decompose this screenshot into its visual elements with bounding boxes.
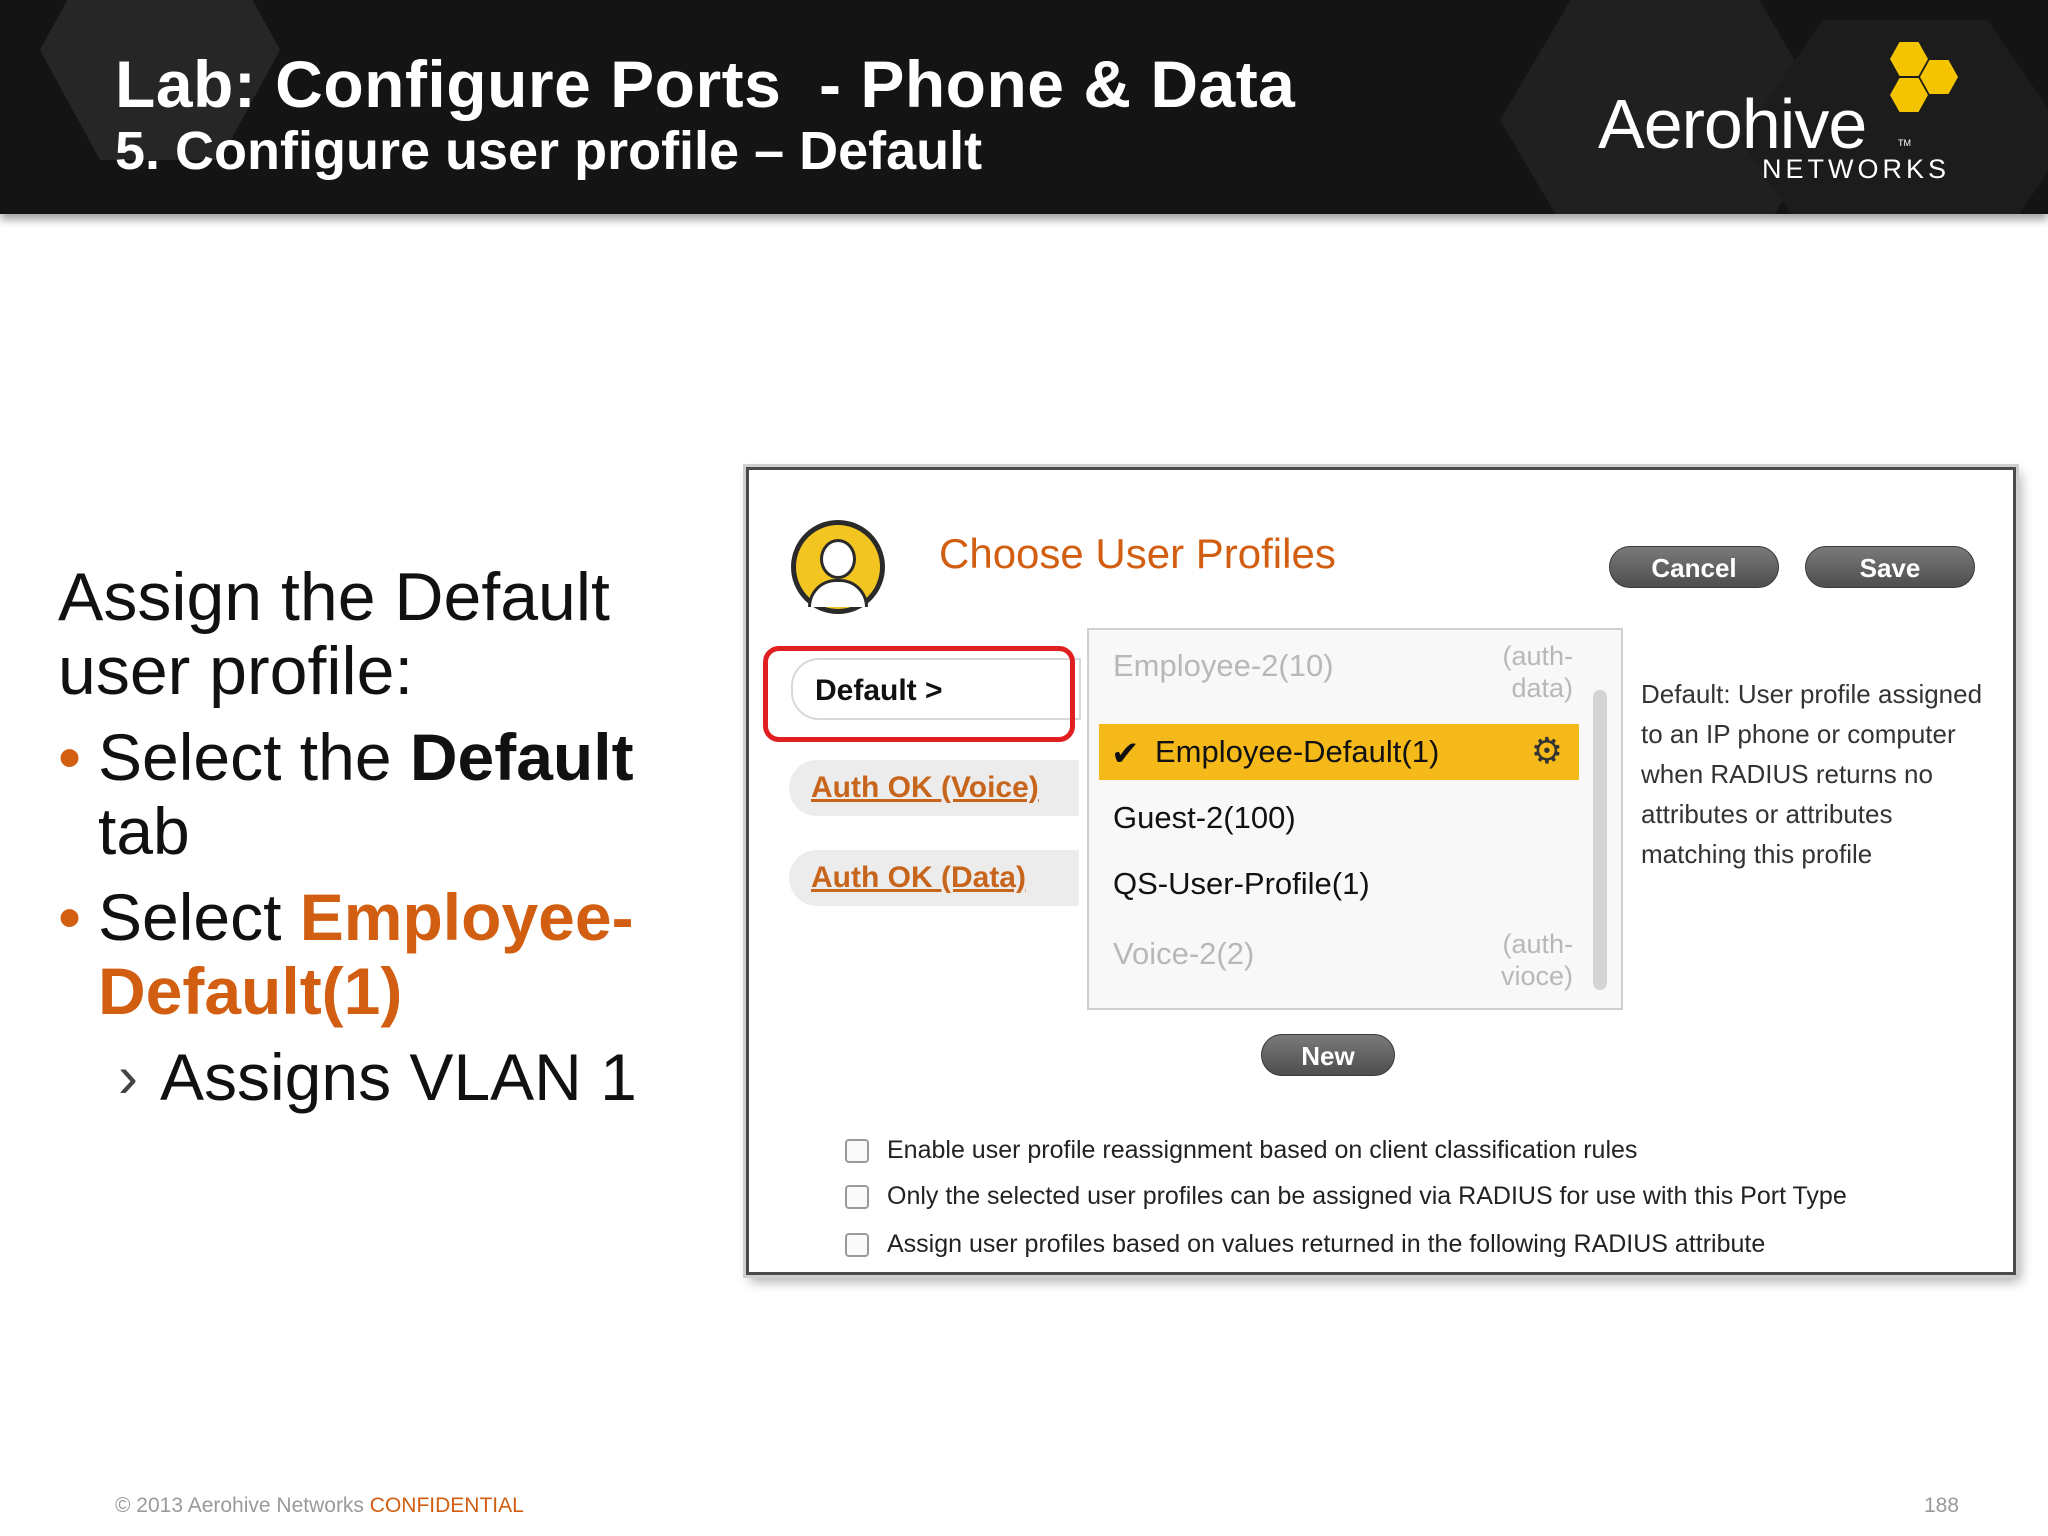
checkbox-label: Only the selected user profiles can be assigned via RADIUS for use with this Port Type	[887, 1182, 1847, 1210]
profile-tag	[1501, 928, 1573, 992]
sub-bullet-text: Assigns VLAN 1	[160, 1040, 637, 1114]
profile-name: QS-User-Profile(1)	[1113, 866, 1370, 901]
profile-name: Voice-2(2)	[1113, 936, 1255, 971]
bullet-dot: •	[58, 720, 82, 794]
profile-name: Employee-Default(1)	[1155, 734, 1440, 769]
profile-item-qs-user-profile[interactable]	[1099, 856, 1579, 912]
profile-item-guest-2[interactable]	[1099, 790, 1579, 846]
profile-description: Default: User profile assigned to an IP phone or computer when RADIUS returns no attributes or attributes matching this profile	[1641, 679, 1983, 869]
logo-trademark: TM	[1898, 138, 1911, 148]
bullet-text: tab	[98, 794, 190, 868]
logo-networks-text: NETWORKS	[1762, 154, 1951, 184]
slide-title: Lab: Configure Ports - Phone & Data	[115, 47, 1296, 121]
instruction-bullets	[58, 560, 698, 1114]
page-number: 188	[1924, 1494, 1960, 1517]
sub-bullet-assigns-vlan	[58, 1040, 698, 1114]
profile-name: Employee-2(10)	[1113, 648, 1334, 683]
tab-auth-ok-data[interactable]: Auth OK (Data)	[789, 850, 1079, 906]
bullet-select-default-tab	[58, 720, 698, 868]
profile-tag-line: (auth-	[1502, 929, 1573, 959]
bullet-intro: Assign the Default user profile:	[58, 559, 610, 709]
option-reassignment-classification	[845, 1136, 1637, 1165]
choose-user-profiles-dialog	[746, 467, 2016, 1275]
gear-icon[interactable]: ⚙	[1530, 730, 1563, 771]
profile-item-voice-2	[1099, 928, 1579, 998]
bullet-highlight-text: Employee-Default(1)	[98, 880, 634, 1028]
tab-default[interactable]: Default >	[791, 658, 1081, 720]
profile-item-employee-2	[1099, 640, 1579, 710]
bullet-select-profile	[58, 880, 698, 1028]
avatar-body	[808, 579, 868, 607]
logo-hexagon-icon	[1890, 78, 1928, 112]
profile-name: Guest-2(100)	[1113, 800, 1296, 835]
checkbox-label: Enable user profile reassignment based on client classification rules	[887, 1136, 1638, 1164]
profile-tag-line: vioce)	[1500, 961, 1573, 991]
logo-hexagon-icon	[1890, 42, 1928, 76]
logo-hexagon-icon	[1920, 60, 1958, 94]
checkbox[interactable]	[845, 1185, 869, 1209]
checkbox-label: Assign user profiles based on values returned in the following RADIUS attribute	[887, 1230, 1766, 1258]
profile-item-employee-default[interactable]	[1099, 724, 1579, 780]
sub-bullet-arrow: ›	[118, 1043, 138, 1110]
new-profile-button[interactable]: New	[1261, 1034, 1395, 1076]
confidential-label: CONFIDENTIAL	[369, 1494, 524, 1517]
checkbox[interactable]	[845, 1233, 869, 1257]
dialog-title: Choose User Profiles	[939, 530, 1336, 577]
profile-tag	[1502, 640, 1573, 704]
user-profile-avatar-icon	[791, 520, 885, 614]
slide-subtitle: 5. Configure user profile – Default	[115, 121, 983, 181]
bullet-text: Select	[98, 880, 300, 954]
logo-wordmark: Aerohive	[1598, 85, 1867, 163]
user-profile-list	[1087, 628, 1623, 1010]
avatar-face	[820, 539, 856, 579]
footer-copyright	[115, 1494, 524, 1518]
cancel-button[interactable]: Cancel	[1609, 546, 1779, 588]
checkbox[interactable]	[845, 1139, 869, 1163]
slide-header	[0, 0, 2048, 214]
profile-tag-line: (auth-	[1502, 641, 1573, 671]
option-radius-only-selected	[845, 1182, 1847, 1211]
bullet-bold-text: Default	[409, 720, 634, 794]
copyright-text: © 2013 Aerohive Networks	[115, 1494, 370, 1517]
default-tab-highlight	[763, 646, 1075, 742]
save-button[interactable]: Save	[1805, 546, 1975, 588]
profile-list-scrollbar[interactable]	[1593, 690, 1607, 990]
tab-auth-ok-voice[interactable]: Auth OK (Voice)	[789, 760, 1079, 816]
bullet-dot: •	[58, 880, 82, 954]
checkmark-icon: ✔	[1111, 735, 1140, 773]
option-radius-attribute	[845, 1230, 1765, 1259]
aerohive-logo	[1590, 38, 1970, 188]
profile-tag-line: data)	[1511, 673, 1573, 703]
bullet-text: Select the	[98, 720, 410, 794]
